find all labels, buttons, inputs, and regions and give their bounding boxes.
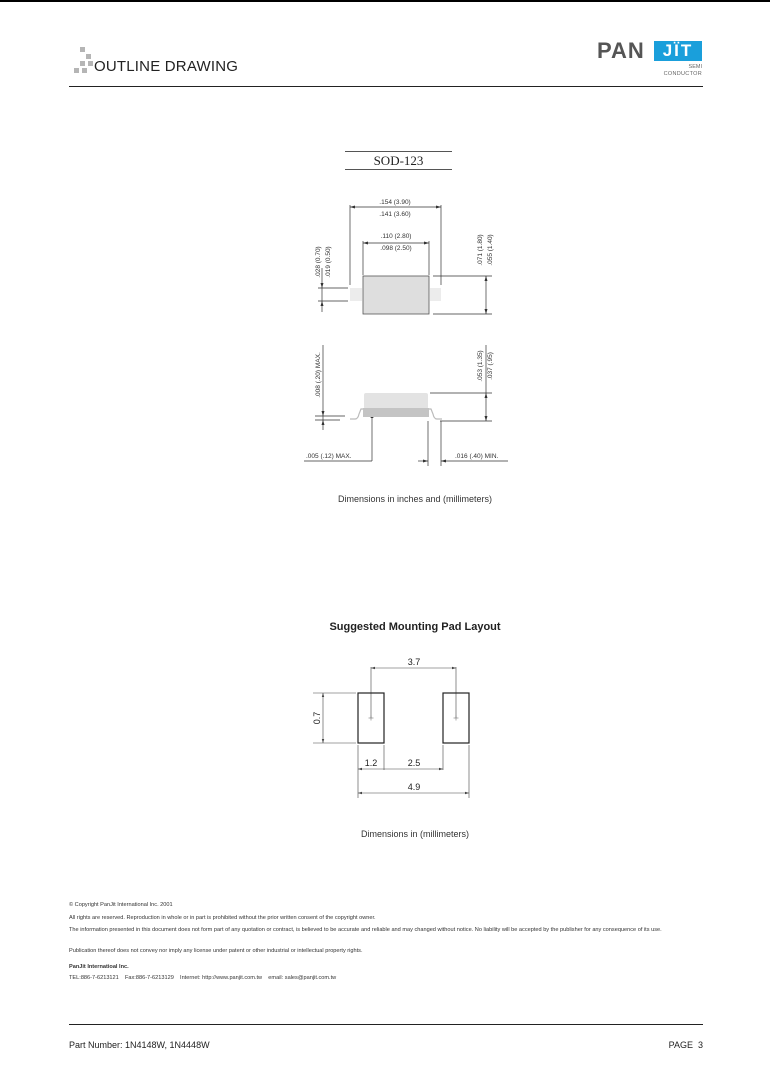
dim-overall-length-min: .141 (3.60) [379,211,411,218]
contact-info: TEL:886-7-6213121 Fax:886-7-6213129 Internet: http://www.panjit.com.tw email: sales@panjit.com.tw [69,975,337,981]
outline-caption: Dimensions in inches and (millimeters) [337,494,493,504]
copyright-text: © Copyright PanJit International Inc. 2001 [69,902,173,908]
rights-text: All rights are reserved. Reproduction in whole or in part is prohibited without the prior written consent of the copyright owner. [69,915,376,921]
part-number: Part Number: 1N4148W, 1N4448W [69,1040,210,1050]
publication-text: Publication thereof does not convey nor imply any license under patent or other industrial or intellectual property rights. [69,948,363,954]
package-title: SOD-123 [373,153,424,168]
dim-body-width-min: .055 (1.40) [487,234,494,266]
page-title: OUTLINE DRAWING [94,58,239,75]
dim-height-min: .037 (.95) [487,352,494,380]
footer-rule [69,1024,703,1025]
logo-pan-text: PAN [597,38,645,63]
dim-overall-length-max: .154 (3.90) [379,199,411,206]
pad-overall: 4.9 [407,782,421,792]
pad-layout-caption: Dimensions in (millimeters) [360,829,470,839]
pad-pitch: 3.7 [407,657,421,667]
dim-lead-length: .016 (.40) MIN. [455,453,499,460]
company-name: PanJit Internatioal Inc. [69,964,129,970]
page-number: PAGE 3 [668,1040,703,1050]
dim-lead-width-min: .019 (0.50) [325,246,332,278]
dim-body-length-max: .110 (2.80) [380,233,412,240]
pad-width: 1.2 [364,758,378,768]
dim-lead-thickness: .005 (.12) MAX. [306,453,352,460]
logo-semi-text: SEMI [688,64,702,70]
pad-gap: 2.5 [407,758,421,768]
info-text: The information presented in this document does not form part of any quotation or contract, is believed to be accurate and reliable and may changed without notice. No liability will be accepted by the publisher for any consequence of its use. [69,927,662,933]
logo-conductor-text: CONDUCTOR [663,71,702,77]
dim-body-length-min: .098 (2.50) [380,245,412,252]
pad-height: 0.7 [312,711,322,725]
dim-body-width-max: .071 (1.80) [477,234,484,266]
dim-lead-width-max: .028 (0.70) [315,246,322,278]
dim-height-max: .053 (1.35) [477,350,484,382]
logo-jit-badge: JÏT [654,41,702,61]
pad-layout-title: Suggested Mounting Pad Layout [329,621,501,633]
dim-standoff: .008 (.20) MAX. [315,352,322,398]
